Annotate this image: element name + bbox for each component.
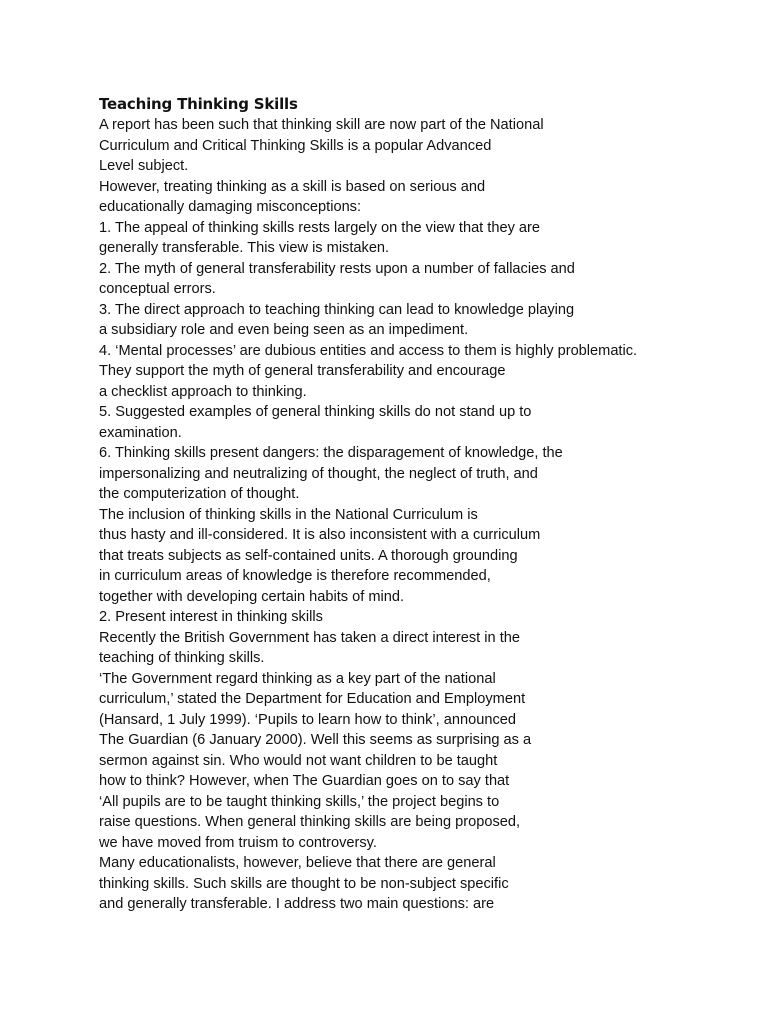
text-line: ‘The Government regard thinking as a key part of the national: [99, 670, 496, 687]
text-line: together with developing certain habits of mind.: [99, 588, 405, 605]
text-line: generally transferable. This view is mistaken.: [99, 240, 390, 256]
text-line: 4. ‘Mental processes’ are dubious entities and access to them is highly problematic.: [99, 342, 638, 359]
text-line: conceptual errors.: [99, 281, 216, 297]
text-line: 2. The myth of general transferability rests upon a number of fallacies and: [99, 260, 575, 277]
text-line: in curriculum areas of knowledge is therefore recommended,: [99, 568, 491, 584]
document-text: [99, 115, 699, 915]
text-line: the computerization of thought.: [99, 486, 300, 502]
text-line: raise questions. When general thinking skills are being proposed,: [99, 814, 521, 830]
text-line: 6. Thinking skills present dangers: the disparagement of knowledge, the: [99, 445, 563, 461]
text-line: 5. Suggested examples of general thinking skills do not stand up to: [99, 404, 532, 420]
text-line: 1. The appeal of thinking skills rests largely on the view that they are: [99, 219, 541, 236]
text-line: examination.: [99, 424, 182, 441]
text-line: They support the myth of general transferability and encourage: [99, 363, 506, 379]
text-line: we have moved from truism to controversy.: [99, 834, 377, 851]
text-line: teaching of thinking skills.: [99, 650, 265, 666]
text-line: ‘All pupils are to be taught thinking skills,’ the project begins to: [99, 793, 500, 810]
text-line: a checklist approach to thinking.: [99, 383, 307, 400]
text-line: Recently the British Government has taken a direct interest in the: [99, 629, 520, 646]
text-line: that treats subjects as self-contained units. A thorough grounding: [99, 547, 518, 564]
text-line: (Hansard, 1 July 1999). ‘Pupils to learn how to think’, announced: [99, 711, 516, 728]
text-line: The Guardian (6 January 2000). Well this seems as surprising as a: [99, 732, 532, 748]
text-line: Curriculum and Critical Thinking Skills is a popular Advanced: [99, 137, 492, 154]
text-line: A report has been such that thinking skill are now part of the National: [99, 117, 544, 133]
text-line: educationally damaging misconceptions:: [99, 199, 362, 215]
text-line: a subsidiary role and even being seen as an impediment.: [99, 322, 469, 338]
text-line: thus hasty and ill-considered. It is also inconsistent with a curriculum: [99, 527, 541, 543]
text-line: The inclusion of thinking skills in the National Curriculum is: [99, 506, 478, 523]
text-line: 2. Present interest in thinking skills: [99, 609, 323, 625]
document-body: [99, 94, 699, 915]
text-line: However, treating thinking as a skill is based on serious and: [99, 178, 486, 195]
text-line: 3. The direct approach to teaching thinking can lead to knowledge playing: [99, 301, 575, 318]
text-line: sermon against sin. Who would not want children to be taught: [99, 752, 498, 769]
text-line: Level subject.: [99, 158, 189, 174]
document-title: Teaching Thinking Skills: [99, 95, 298, 113]
text-line: Many educationalists, however, believe that there are general: [99, 855, 496, 871]
text-line: curriculum,’ stated the Department for Education and Employment: [99, 691, 526, 707]
text-line: and generally transferable. I address two main questions: are: [99, 896, 495, 912]
text-line: thinking skills. Such skills are thought to be non-subject specific: [99, 875, 509, 892]
text-line: how to think? However, when The Guardian goes on to say that: [99, 773, 510, 789]
text-line: impersonalizing and neutralizing of thought, the neglect of truth, and: [99, 465, 538, 482]
